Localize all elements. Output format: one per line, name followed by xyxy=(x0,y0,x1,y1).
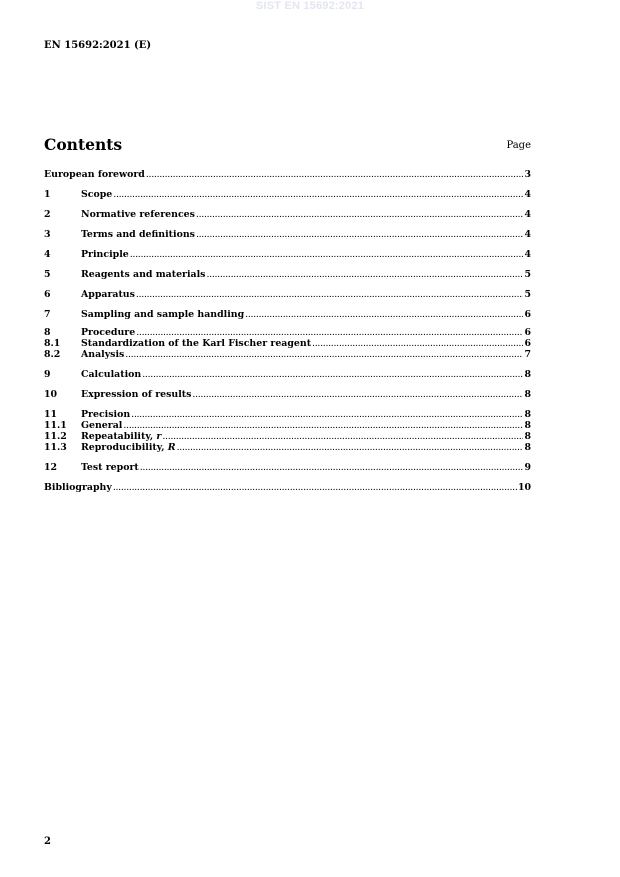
toc-entry-title: Normative references xyxy=(81,209,195,220)
toc-entry-page: 8 xyxy=(524,369,531,380)
toc-leader-dots xyxy=(206,269,523,280)
toc-leader-dots xyxy=(113,189,523,200)
toc-entry-title: Test report xyxy=(81,462,139,473)
toc-entry-number: 8.2 xyxy=(44,349,61,360)
toc-entry-number: 2 xyxy=(44,209,51,220)
toc-entry-title: Precision xyxy=(81,409,131,420)
toc-entry-title: Principle xyxy=(81,249,129,260)
toc-entry[interactable] xyxy=(44,442,531,453)
document-id: EN 15692:2021 (E) xyxy=(44,40,152,51)
toc-entry-title: Scope xyxy=(81,189,113,200)
toc-leader-dots xyxy=(196,209,524,220)
page-number: 2 xyxy=(44,836,51,847)
toc-entry-title: Reagents and materials xyxy=(81,269,206,280)
toc-entry[interactable] xyxy=(44,482,531,493)
toc-entry[interactable] xyxy=(44,327,531,338)
toc-leader-dots xyxy=(196,229,524,240)
toc-entry[interactable] xyxy=(44,269,531,280)
toc-leader-dots xyxy=(125,349,523,360)
toc-entry-page: 9 xyxy=(524,462,531,473)
toc-entry-number: 12 xyxy=(44,462,58,473)
toc-entry[interactable] xyxy=(44,169,531,180)
toc-leader-dots xyxy=(140,462,524,473)
toc-entry-number: 5 xyxy=(44,269,51,280)
toc-entry-page: 5 xyxy=(524,289,531,300)
toc-entry-page: 8 xyxy=(524,420,531,431)
toc-entry-number: 3 xyxy=(44,229,51,240)
toc-entry-title: Standardization of the Karl Fischer reagent xyxy=(81,338,312,349)
toc-entry-number: 9 xyxy=(44,369,51,380)
toc-entry-title: Procedure xyxy=(81,327,136,338)
toc-leader-dots xyxy=(131,409,523,420)
toc-entry-number: 11.3 xyxy=(44,442,67,453)
toc-entry[interactable] xyxy=(44,389,531,400)
toc-entry-page: 8 xyxy=(524,389,531,400)
toc-entry-page: 6 xyxy=(524,338,531,349)
toc-entry-page: 4 xyxy=(524,189,531,200)
toc-entry[interactable] xyxy=(44,349,531,360)
page-column-label: Page xyxy=(506,140,531,151)
contents-title: Contents xyxy=(44,135,123,154)
toc-entry-title: General xyxy=(81,420,123,431)
toc-entry-page: 6 xyxy=(524,309,531,320)
toc-entry-page: 7 xyxy=(524,349,531,360)
toc-entry-page: 8 xyxy=(524,442,531,453)
watermark: SIST EN 15692:2021 xyxy=(255,0,365,12)
toc-leader-dots xyxy=(312,338,523,349)
toc-leader-dots xyxy=(177,442,524,453)
toc-entry[interactable] xyxy=(44,229,531,240)
toc-leader-dots xyxy=(192,389,523,400)
toc-entry[interactable] xyxy=(44,338,531,349)
toc-entry[interactable] xyxy=(44,289,531,300)
toc-entry-number: 10 xyxy=(44,389,58,400)
toc-entry[interactable] xyxy=(44,309,531,320)
toc-entry[interactable] xyxy=(44,409,531,420)
toc-entry-number: 11 xyxy=(44,409,58,420)
toc-entry-number: 11.2 xyxy=(44,431,67,442)
toc-leader-dots xyxy=(146,169,524,180)
toc-entry[interactable] xyxy=(44,369,531,380)
toc-entry-title: Expression of results xyxy=(81,389,192,400)
toc-entry-page: 4 xyxy=(524,249,531,260)
toc-entry-title: Terms and definitions xyxy=(81,229,195,240)
toc-entry-title: Calculation xyxy=(81,369,142,380)
toc-entry[interactable] xyxy=(44,420,531,431)
toc-entry-number: 6 xyxy=(44,289,51,300)
toc-entry-title: Analysis xyxy=(81,349,125,360)
toc-entry-number: 11.1 xyxy=(44,420,67,431)
toc-leader-dots xyxy=(162,431,523,442)
toc-entry-page: 5 xyxy=(524,269,531,280)
toc-leader-dots xyxy=(130,249,524,260)
toc-entry-title: Bibliography xyxy=(44,482,112,493)
toc-entry-number: 4 xyxy=(44,249,51,260)
toc-entry[interactable] xyxy=(44,209,531,220)
toc-leader-dots xyxy=(123,420,523,431)
toc-entry-page: 3 xyxy=(524,169,531,180)
toc-entry-title: Repeatability, r xyxy=(81,431,162,442)
toc-entry-page: 6 xyxy=(524,327,531,338)
toc-entry[interactable] xyxy=(44,462,531,473)
toc-entry-page: 8 xyxy=(524,409,531,420)
toc-entry-number: 7 xyxy=(44,309,51,320)
toc-entry-page: 8 xyxy=(524,431,531,442)
toc-entry[interactable] xyxy=(44,189,531,200)
toc-entry[interactable] xyxy=(44,249,531,260)
toc-leader-dots xyxy=(142,369,523,380)
toc-entry-title: Apparatus xyxy=(81,289,135,300)
toc-entry-title: Sampling and sample handling xyxy=(81,309,245,320)
toc-entry-number: 1 xyxy=(44,189,51,200)
toc-entry-number: 8 xyxy=(44,327,51,338)
toc-entry[interactable] xyxy=(44,431,531,442)
toc-entry-page: 4 xyxy=(524,229,531,240)
toc-leader-dots xyxy=(136,327,523,338)
toc-entry-title: European foreword xyxy=(44,169,145,180)
toc-leader-dots xyxy=(113,482,517,493)
toc-entry-number: 8.1 xyxy=(44,338,61,349)
toc-leader-dots xyxy=(245,309,523,320)
toc-leader-dots xyxy=(136,289,524,300)
toc-entry-title: Reproducibility, R xyxy=(81,442,176,453)
toc-entry-page: 4 xyxy=(524,209,531,220)
toc-entry-page: 10 xyxy=(517,482,531,493)
